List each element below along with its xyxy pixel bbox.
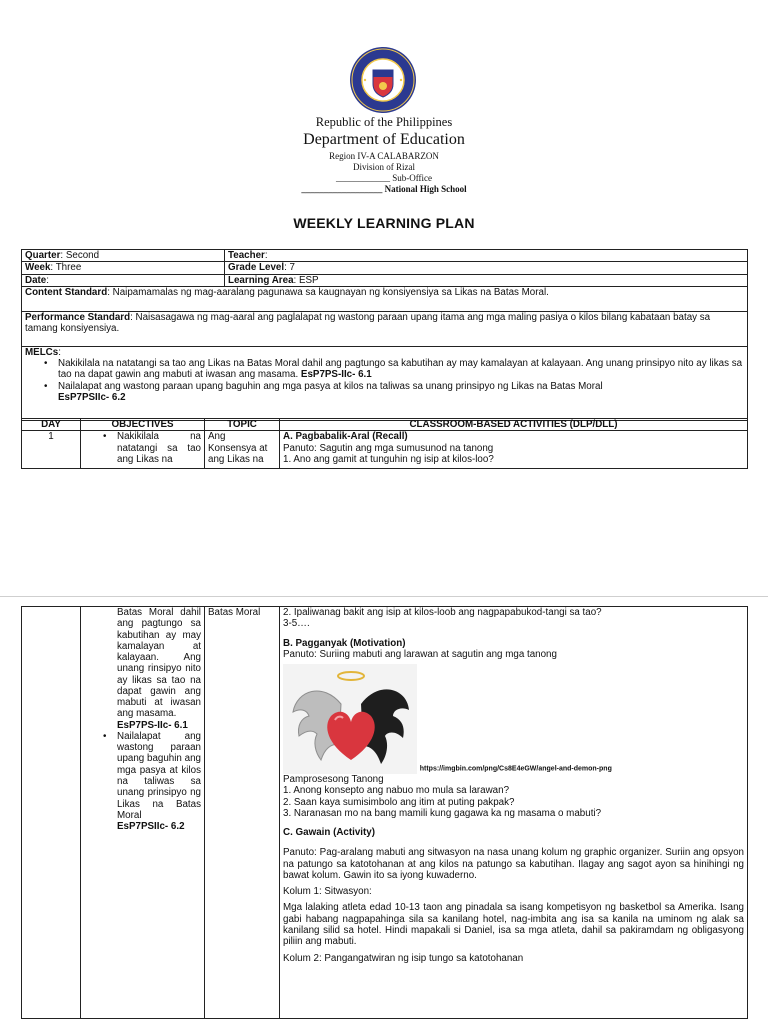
- content-standard-label: Content Standard: [25, 286, 108, 298]
- melcs-colon: :: [58, 346, 61, 358]
- processing-question-2: 2. Saan kaya sumisimbolo ang itim at puting pakpak?: [283, 796, 515, 808]
- activity-c-title: C. Gawain (Activity): [283, 827, 375, 839]
- melc-2-text: Nailalapat ang wastong paraan upang baguhin ang mga pasya at kilos na taliwas sa unang prinsipyo ng Likas na Batas Moral: [58, 380, 603, 392]
- image-source-link[interactable]: https://imgbin.com/png/Cs8E4eGW/angel-and-demon-png: [419, 765, 612, 773]
- division-label: Division of Rizal: [353, 162, 415, 172]
- melcs-label: MELCs: [25, 346, 59, 358]
- melc-item-1: [25, 358, 744, 381]
- angel-demon-heart-image: [283, 664, 417, 774]
- activities-table: [21, 418, 748, 469]
- objective-1-continued: Batas Moral dahil ang pagtungo sa kabutihan ay may kamalayan at kalayaan. Ang unang rinsipyo nito ay likas sa tao na dapat gawin ang mabuti at iwasan ang masama.: [117, 607, 201, 720]
- quarter-row: [22, 250, 748, 262]
- header-day: DAY: [22, 419, 81, 431]
- objectives-cell-continued: [81, 607, 205, 1019]
- objective-1-code: EsP7PS-IIc- 6.1: [117, 719, 188, 731]
- processing-questions-title: Pamprosesong Tanong: [283, 774, 384, 786]
- activity-c-instruction: Panuto: Pag-aralang mabuti ang sitwasyon na nasa unang kolum ng graphic organizer. Suriin ang opsyon na patungo sa katotohanan at ang kilos na patungo sa kabutihan. Ilagay ang sagot ayon sa hinihingi ng bawat kolum. Gawin ito sa iyong kuwaderno.: [283, 847, 744, 881]
- objective-2-text: Nailalapat ang wastong paraan upang baguhin ang mga pasya at kilos na taliwas sa unang prinsipyo ng Likas na Batas Moral: [117, 730, 201, 821]
- objective-item-2: [84, 731, 201, 832]
- grade-label: Grade Level: [228, 262, 285, 274]
- melc-item-2: [25, 381, 744, 404]
- area-label: Learning Area: [228, 274, 294, 286]
- page-title: WEEKLY LEARNING PLAN: [293, 215, 475, 231]
- melc-2-code: EsP7PSIIc- 6.2: [58, 391, 126, 403]
- objectives-cell: [81, 431, 205, 469]
- week-value: : Three: [50, 262, 82, 274]
- header-topic: TOPIC: [205, 419, 280, 431]
- activity-a-question-1: 1. Ano ang gamit at tunguhin ng isip at kilos-loo?: [283, 453, 494, 465]
- quarter-value: : Second: [60, 250, 100, 261]
- situation-text: Mga lalaking atleta edad 10-13 taon ang pinadala sa isang kompetisyon ng basketbol sa Amerika. Isang gabi habang nagpapahinga sila sa kanilang hotel, nag-imbita ang isa sa kanila na uminom ng alak sa kanilang silid sa hotel. Hindi mapakali si Daniel, isa sa mga atleta, dahil sa pakiramdam ng obligasyong piliin ang mabuti.: [283, 902, 744, 948]
- activity-b-instruction: Panuto: Suriing mabuti ang larawan at sagutin ang mga tanong: [283, 648, 557, 660]
- processing-question-1: 1. Anong konsepto ang nabuo mo mula sa larawan?: [283, 785, 510, 797]
- column-2-label: Kolum 2: Pangangatwiran ng isip tungo sa katotohanan: [283, 952, 524, 964]
- quarter-label: Quarter: [25, 250, 61, 261]
- processing-question-3: 3. Naranasan mo na bang mamili kung gagawa ka ng masama o mabuti?: [283, 807, 602, 819]
- activities-cell-continued: [280, 607, 748, 1019]
- day-1-row: [22, 431, 748, 469]
- day-cell-continued: [22, 607, 81, 1019]
- date-label: Date: [25, 274, 47, 286]
- header-activities: CLASSROOM-BASED ACTIVITIES (DLP/DLL): [280, 419, 748, 431]
- grade-value: : 7: [284, 262, 295, 274]
- date-value: :: [46, 274, 49, 286]
- content-standard-text: : Naipamamalas ng mag-aaralang pagunawa sa kaugnayan ng konsiyensiya sa Likas na Batas Moral.: [107, 286, 549, 298]
- activities-table-continued: [21, 606, 748, 1019]
- activity-a-questions-3-5: 3-5….: [283, 618, 310, 630]
- melcs-list: [25, 358, 744, 403]
- header-objectives: OBJECTIVES: [81, 419, 205, 431]
- topic-cell-continued: Batas Moral: [205, 607, 280, 1019]
- column-1-label: Kolum 1: Sitwasyon:: [283, 886, 372, 898]
- activity-b-title: B. Pagganyak (Motivation): [283, 637, 406, 649]
- objective-2-code: EsP7PSIIc- 6.2: [117, 821, 185, 833]
- melc-1-text: Nakikilala na natatangi sa tao ang Likas na Batas Moral dahil ang pagtungo sa kabutihan ay may kamalayan at kalayaan. Ang unang prinsipyo nito ay likas sa tao na dapat gawin ang mabuti at iwasan ang masama.: [58, 358, 743, 381]
- content-standard-row: [22, 286, 748, 311]
- day-1-row-continued: [22, 607, 748, 1019]
- sub-office-label: ____________ Sub-Office: [335, 173, 433, 183]
- document-page-2: [0, 596, 768, 1024]
- topic-cell: Ang Konsensya at ang Likas na: [205, 431, 280, 469]
- school-label: __________________ National High School: [301, 184, 467, 194]
- melcs-row: [22, 346, 748, 420]
- activities-header-row: [22, 419, 748, 431]
- melc-1-code: EsP7PS-IIc- 6.1: [300, 369, 372, 381]
- week-label: Week: [25, 262, 51, 274]
- deped-seal-logo: [349, 46, 417, 114]
- department-label: Department of Education: [303, 131, 465, 148]
- performance-standard-text: : Naisasagawa ng mag-aaral ang paglalapat ng wastong paraan upang itama ang mga maling pasiya o kilos bilang kabataan batay sa tamang konsiyensiya.: [25, 311, 711, 335]
- date-row: [22, 274, 748, 286]
- area-value: : ESP: [293, 274, 319, 286]
- republic-label: Republic of the Philippines: [315, 115, 453, 129]
- region-label: Region IV-A CALABARZON: [329, 151, 439, 161]
- teacher-value: :: [264, 250, 268, 261]
- plan-info-table: [21, 249, 748, 421]
- activity-a-title: A. Pagbabalik-Aral (Recall): [283, 431, 408, 443]
- activities-cell: [280, 431, 748, 469]
- activity-a-question-2: 2. Ipaliwanag bakit ang isip at kilos-loob ang nagpapabukod-tangi sa tao?: [283, 607, 602, 618]
- performance-standard-label: Performance Standard: [25, 311, 131, 323]
- performance-standard-row: [22, 311, 748, 346]
- teacher-label: Teacher: [228, 250, 265, 261]
- objective-item: • Nakikilala na natatangi sa tao ang Likas na: [84, 431, 201, 465]
- day-cell: 1: [22, 431, 81, 469]
- week-row: [22, 262, 748, 274]
- activity-a-instruction: Panuto: Sagutin ang mga sumusunod na tanong: [283, 442, 494, 454]
